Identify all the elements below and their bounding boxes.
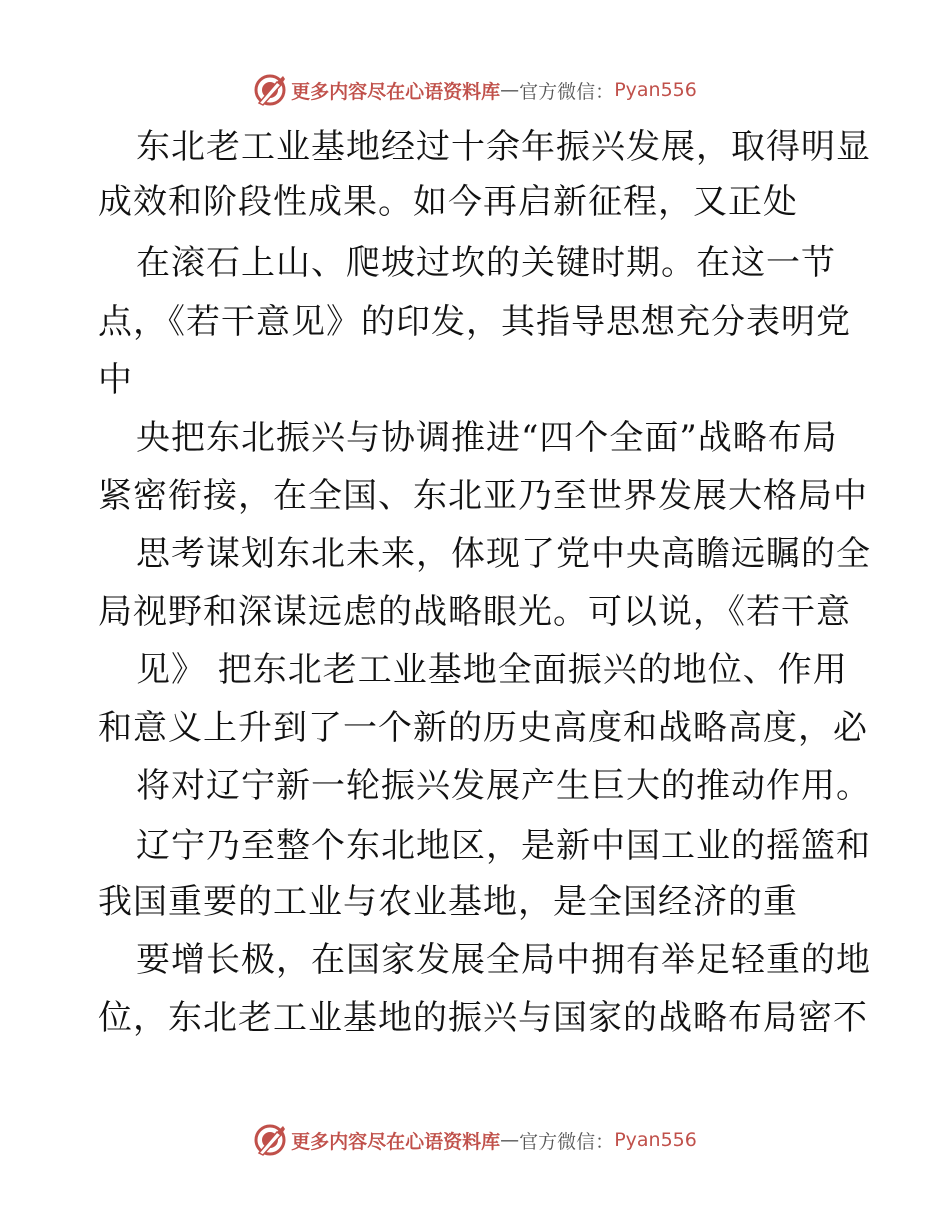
body-line: 央把东北振兴与协调推进“四个全面”战略布局 — [136, 418, 838, 458]
banner-title: 更多内容尽在心语资料库 — [291, 80, 501, 103]
body-line: 和意义上升到了一个新的历史高度和战略高度，必 — [98, 708, 868, 748]
footer-banner — [0, 1120, 950, 1160]
body-line: 东北老工业基地经过十余年振兴发展，取得明显 — [136, 127, 871, 167]
body-line: 我国重要的工业与农业基地，是全国经济的重 — [98, 882, 798, 922]
body-line: 成效和阶段性成果。如今再启新征程，又正处 — [98, 182, 798, 222]
body-line: 紧密衔接，在全国、东北亚乃至世界发展大格局中 — [98, 476, 868, 516]
banner-wechat-id: Pyan556 — [614, 79, 697, 101]
body-line: 思考谋划东北未来，体现了党中央高瞻远瞩的全 — [136, 534, 871, 574]
banner-wechat-id: Pyan556 — [614, 1129, 697, 1151]
banner-title: 更多内容尽在心语资料库 — [291, 1130, 501, 1153]
pen-logo-icon — [253, 1123, 287, 1157]
body-line: 见》 把东北老工业基地全面振兴的地位、作用 — [136, 650, 848, 690]
banner-wechat-label: 官方微信： — [519, 1130, 615, 1153]
body-line: 要增长极，在国家发展全局中拥有举足轻重的地 — [136, 940, 871, 980]
banner-separator: — — [500, 79, 520, 101]
body-line: 局视野和深谋远虑的战略眼光。可以说，《若干意 — [98, 592, 851, 632]
banner-wechat-label: 官方微信： — [519, 80, 615, 103]
body-line: 位，东北老工业基地的振兴与国家的战略布局密不 — [98, 998, 868, 1038]
body-line: 辽宁乃至整个东北地区，是新中国工业的摇篮和 — [136, 826, 871, 866]
body-line: 将对辽宁新一轮振兴发展产生巨大的推动作用。 — [136, 766, 871, 806]
body-line: 中 — [98, 360, 133, 400]
body-line: 点，《若干意见》的印发，其指导思想充分表明党 — [98, 302, 851, 342]
body-line: 在滚石上山、爬坡过坎的关键时期。在这一节 — [136, 243, 836, 283]
banner-separator: — — [500, 1129, 520, 1151]
